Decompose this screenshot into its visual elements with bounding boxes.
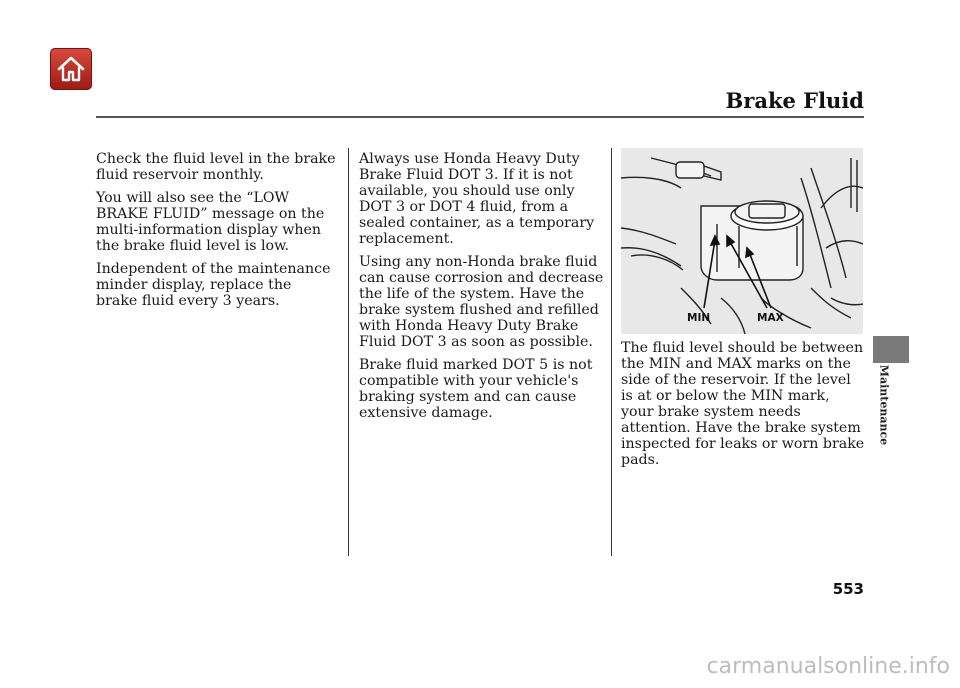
- paragraph: The fluid level should be between the MIN and MAX marks on the side of the reservoir. If the level is at or below the MIN mark, your brake system needs attention. Have the brake system inspected for leaks or worn brake pads.: [621, 340, 865, 468]
- section-label-text: Maintenance: [877, 364, 891, 446]
- brake-reservoir-illustration: [621, 148, 863, 334]
- paragraph: Brake fluid marked DOT 5 is not compatible with your vehicle's braking system and can cause extensive damage.: [359, 357, 593, 421]
- paragraph: Using any non-Honda brake fluid can cause corrosion and decrease the life of the system. Have the brake system flushed and refilled with Honda Heavy Duty Brake Fluid DOT 3 as soon as possible.: [359, 254, 604, 350]
- section-tab[interactable]: [873, 336, 909, 363]
- page-title: Brake Fluid: [725, 88, 864, 113]
- column-divider: [348, 148, 349, 556]
- column-divider: [611, 148, 612, 556]
- home-icon: [55, 53, 87, 85]
- min-label: MIN: [687, 312, 711, 324]
- text-column-2: [359, 151, 604, 428]
- paragraph: Always use Honda Heavy Duty Brake Fluid DOT 3. If it is not available, you should use only DOT 3 or DOT 4 fluid, from a sealed container, as a temporary replacement.: [359, 151, 595, 247]
- header-rule: [96, 116, 864, 118]
- page-number: 553: [832, 580, 864, 598]
- text-column-3: [621, 340, 866, 475]
- reservoir-drawing: [621, 148, 863, 334]
- section-label[interactable]: [874, 364, 894, 446]
- paragraph: Independent of the maintenance minder display, replace the brake fluid every 3 years.: [96, 261, 331, 309]
- home-button[interactable]: [50, 48, 92, 90]
- watermark: carmanualsonline.info: [706, 654, 950, 679]
- paragraph: You will also see the “LOW BRAKE FLUID” message on the multi-information display when the brake fluid level is low.: [96, 190, 325, 254]
- paragraph: Check the fluid level in the brake fluid reservoir monthly.: [96, 151, 336, 183]
- max-label: MAX: [757, 312, 784, 324]
- text-column-1: [96, 151, 336, 316]
